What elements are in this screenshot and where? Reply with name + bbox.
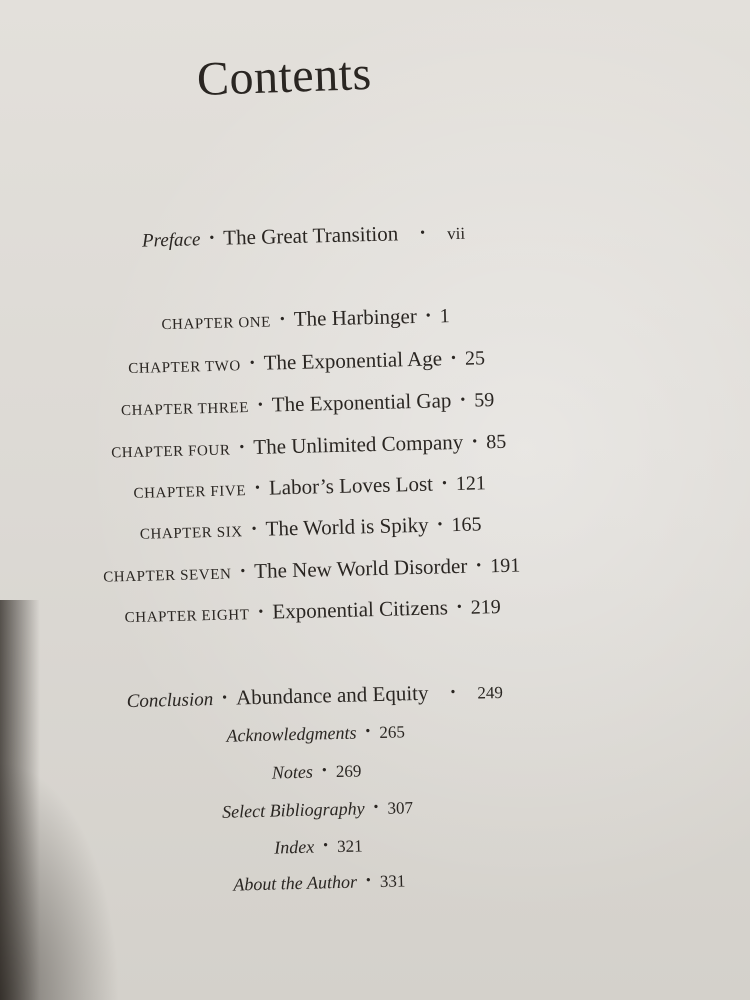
bullet-icon: • [460,392,466,408]
toc-conclusion [5,676,625,716]
bullet-icon: • [254,480,261,496]
chapter-page: 85 [485,430,507,454]
toc-chapter-four [0,426,619,466]
toc-chapter-six [0,508,620,548]
chapter-label: CHAPTER SIX [139,524,243,543]
chapter-title: The Exponential Age [263,346,443,375]
bullet-icon: • [420,225,426,241]
conclusion-page: 249 [477,682,504,703]
toc-chapter-eight [2,591,622,631]
chapter-title: The New World Disorder [253,553,468,583]
back-matter-page: 265 [379,722,406,742]
preface-label: Preface [141,229,201,252]
preface-page: vii [446,223,466,244]
back-matter-page: 331 [379,871,406,891]
bullet-icon: • [323,838,329,854]
toc-index [8,829,628,865]
page-title: Contents [196,46,373,106]
chapter-title: The Unlimited Company [253,429,464,459]
bullet-icon: • [472,434,478,450]
bullet-icon: • [279,312,285,328]
toc-chapter-three [0,384,618,424]
chapter-page: 1 [439,305,450,328]
bullet-icon: • [365,873,372,889]
back-matter-page: 321 [336,836,363,857]
chapter-page: 121 [455,472,487,496]
bullet-icon: • [321,763,327,779]
bullet-icon: • [450,350,457,367]
toc-about-the-author [9,865,629,901]
toc-chapter-seven [1,550,621,590]
chapter-page: 219 [470,595,502,619]
bullet-icon: • [222,690,228,706]
bullet-icon: • [240,564,246,580]
chapter-title: The Exponential Gap [271,388,452,417]
chapter-title: Labor’s Loves Lost [268,471,434,500]
chapter-label: CHAPTER FOUR [111,442,231,462]
chapter-label: CHAPTER THREE [120,400,250,420]
preface-title: The Great Transition [222,221,399,250]
bullet-icon: • [365,724,371,740]
chapter-label: CHAPTER ONE [161,314,272,334]
chapter-page: 191 [489,554,521,578]
toc-acknowledgments [6,716,626,752]
back-matter-title: Notes [271,761,314,783]
chapter-label: CHAPTER TWO [128,358,242,377]
chapter-page: 59 [474,389,495,412]
toc-chapter-five [0,467,620,507]
toc-chapter-two [0,342,617,382]
bullet-icon: • [476,558,482,574]
chapter-label: CHAPTER SEVEN [103,566,232,586]
back-matter-page: 307 [387,798,414,818]
chapter-title: The Harbinger [293,303,418,331]
chapter-page: 165 [451,513,482,537]
back-matter-title: About the Author [233,871,358,895]
conclusion-title: Abundance and Equity [235,680,429,710]
chapter-title: The World is Spiky [265,512,429,541]
conclusion-label: Conclusion [126,689,214,713]
bullet-icon: • [251,521,257,538]
bullet-icon: • [257,397,264,413]
toc-notes [6,754,626,790]
back-matter-title: Select Bibliography [221,798,365,822]
bullet-icon: • [456,599,462,616]
bullet-icon: • [239,440,245,456]
chapter-title: Exponential Citizens [272,595,449,624]
back-matter-page: 269 [335,761,362,782]
toc-select-bibliography [7,792,627,828]
back-matter-title: Index [274,836,315,858]
bullet-icon: • [249,355,255,372]
chapter-page: 25 [464,347,486,370]
bullet-icon: • [441,476,448,492]
bullet-icon: • [437,517,443,533]
chapter-label: CHAPTER EIGHT [124,607,250,627]
bullet-icon: • [373,800,379,816]
chapter-label: CHAPTER FIVE [133,483,247,502]
bullet-icon: • [450,685,456,701]
bullet-icon: • [425,308,431,324]
back-matter-title: Acknowledgments [226,722,357,746]
toc-preface [0,216,614,256]
bullet-icon: • [258,604,264,620]
bullet-icon: • [209,230,215,246]
toc-chapter-one [0,299,616,339]
